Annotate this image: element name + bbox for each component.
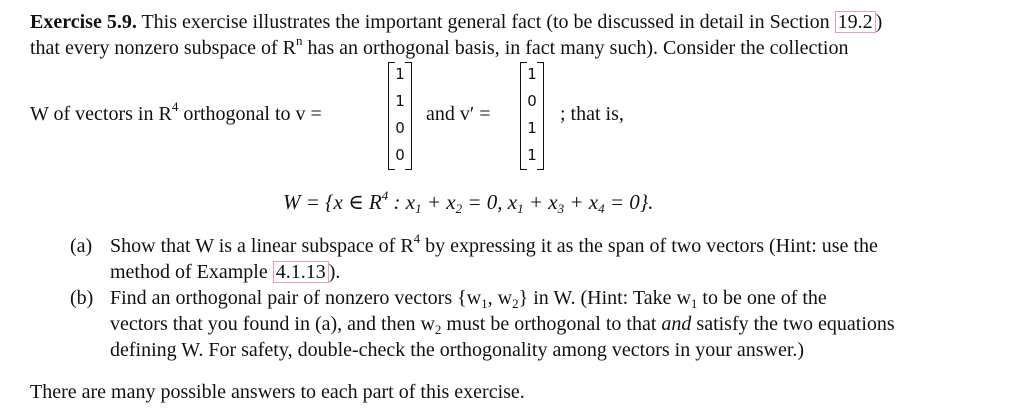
exercise-title: Exercise 5.9. — [30, 11, 137, 33]
set-def-4: = 0, x — [462, 190, 518, 214]
set-def-5: + x — [523, 190, 558, 214]
set-def-7: = 0}. — [604, 190, 654, 214]
part-b-text-1c: } in W. (Hint: Take w — [518, 287, 691, 309]
part-b-text-1b: , w — [487, 287, 513, 309]
vec-text-1: W of vectors in R — [30, 103, 172, 125]
closing-line: There are many possible answers to each part of this exercise. — [30, 381, 525, 403]
part-a-sup: 4 — [413, 231, 421, 246]
part-a-text-2a: method of Example — [110, 261, 273, 283]
part-b-text-2c: satisfy the two equations — [691, 313, 895, 335]
part-a-text-1a: Show that W is a linear subspace of R — [110, 235, 414, 257]
set-def-6: + x — [564, 190, 599, 214]
vector-v-prime — [520, 62, 544, 170]
set-def-3: + x — [421, 190, 456, 214]
vec-text-4: ; that is, — [560, 103, 624, 125]
part-b-sub-4: 2 — [434, 322, 442, 337]
set-def-1: W = {x ∈ R — [283, 190, 382, 214]
sub-x1: 1 — [415, 201, 422, 216]
part-b-line-2 — [110, 312, 895, 336]
part-b-sub-3: 1 — [690, 296, 698, 311]
intro-text-1b: ) — [875, 11, 883, 33]
section-ref-link[interactable]: 19.2 — [835, 11, 876, 33]
vec-sup-4: 4 — [171, 99, 179, 114]
v-entry-1: 1 — [395, 65, 405, 83]
v-entry-3: 0 — [395, 119, 405, 137]
intro-sup-n: n — [296, 33, 303, 48]
vec-text-2: orthogonal to v = — [178, 103, 322, 125]
part-b-sub-2: 2 — [512, 296, 519, 311]
v-entry-4: 0 — [395, 146, 405, 164]
example-ref-link[interactable]: 4.1.13 — [273, 261, 329, 283]
sub-x1b: 1 — [517, 201, 524, 216]
part-a-text-1b: by expressing it as the span of two vectors (Hint: use the — [420, 235, 878, 257]
part-a-label: (a) — [70, 235, 93, 257]
sub-x3: 3 — [557, 201, 565, 216]
part-b-label: (b) — [70, 287, 94, 309]
vprime-entry-3: 1 — [527, 119, 537, 137]
part-a-line-2 — [110, 260, 340, 284]
sub-x4: 4 — [598, 201, 605, 216]
set-definition — [283, 190, 653, 215]
intro-text-1a: This exercise illustrates the important general fact (to be discussed in detail in Section — [141, 11, 835, 33]
vprime-entry-4: 1 — [527, 146, 537, 164]
vector-v — [388, 62, 412, 170]
part-b-sub-1: 1 — [481, 296, 488, 311]
part-b-line-1 — [110, 286, 827, 310]
intro-text-2: that every nonzero subspace of R — [30, 37, 297, 59]
part-a-line-1 — [110, 231, 878, 258]
v-entry-2: 1 — [395, 92, 405, 110]
set-def-2: : x — [388, 190, 416, 214]
part-b-line-3: defining W. For safety, double-check the orthogonality among vectors in your answer.) — [110, 339, 805, 361]
part-b-text-2a: vectors that you found in (a), and then w — [110, 313, 435, 335]
intro-line-1 — [30, 10, 882, 34]
part-b-text-1a: Find an orthogonal pair of nonzero vectors {w — [110, 287, 482, 309]
part-a-text-2b: ). — [328, 261, 341, 283]
vec-text-1-wrap — [30, 99, 322, 126]
part-b-italic-and: and — [661, 313, 692, 335]
vec-text-3: and v′ = — [426, 103, 491, 125]
vprime-entry-2: 0 — [527, 92, 537, 110]
part-b-text-1d: to be one of the — [697, 287, 827, 309]
vprime-entry-1: 1 — [527, 65, 537, 83]
part-b-text-2b: must be orthogonal to that — [441, 313, 662, 335]
intro-line-2 — [30, 33, 849, 60]
sub-x2: 2 — [455, 201, 463, 216]
intro-text-2b: has an orthogonal basis, in fact many such). Consider the collection — [302, 37, 849, 59]
set-def-sup: 4 — [381, 188, 389, 203]
